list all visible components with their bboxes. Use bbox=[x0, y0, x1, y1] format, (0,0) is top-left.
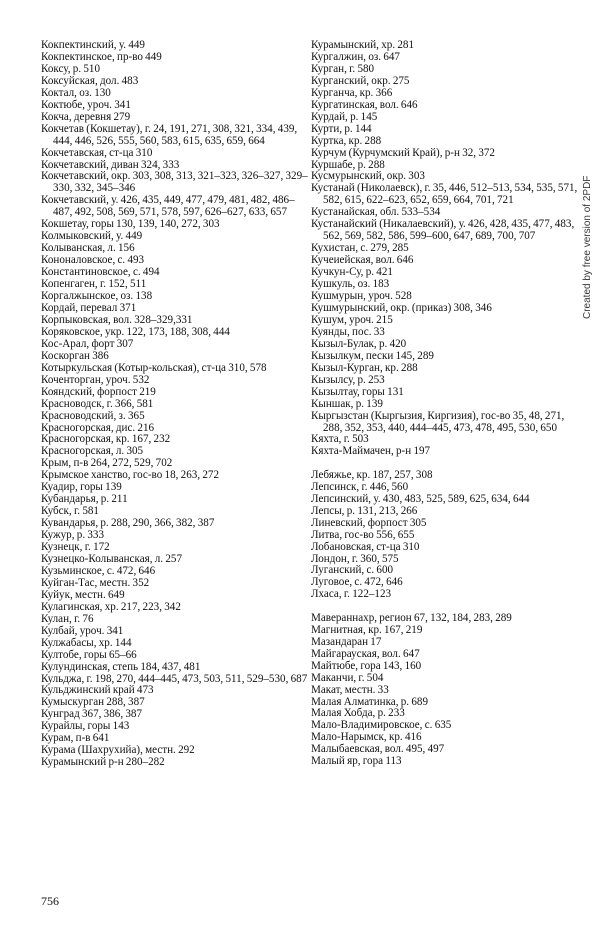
index-entry: Литва, гос-во 556, 655 bbox=[311, 528, 415, 541]
index-entry: Кордай, перевал 371 bbox=[41, 301, 137, 314]
index-entry: Колмыковский, у. 449 bbox=[41, 230, 143, 243]
index-entry: Кувандарья, р. 288, 290, 366, 382, 387 bbox=[41, 517, 215, 530]
index-entry: Кос-Арал, форт 307 bbox=[41, 337, 134, 350]
index-entry: Крымское ханство, гос-во 18, 263, 272 bbox=[41, 469, 220, 482]
index-entry: Коченторган, уроч. 532 bbox=[41, 373, 150, 386]
index-entry: Кулан, г. 76 bbox=[41, 612, 94, 625]
index-entry: Лебяжье, кр. 187, 257, 308 bbox=[311, 468, 433, 481]
index-entry: Маканчи, г. 504 bbox=[311, 671, 384, 684]
index-entry: Кубск, г. 581 bbox=[41, 505, 99, 518]
index-entry: Куртка, кр. 288 bbox=[311, 134, 382, 147]
index-entry: Куршабе, р. 288 bbox=[311, 158, 385, 171]
index-entry: Кушум, уроч. 215 bbox=[311, 313, 393, 326]
index-entry: Кунград 367, 386, 387 bbox=[41, 708, 143, 721]
index-entry: Коскорган 386 bbox=[41, 349, 109, 362]
index-entry: Красногорская, л. 305 bbox=[41, 445, 144, 458]
index-entry: Лхаса, г. 122–123 bbox=[311, 588, 392, 601]
index-entry: Кокпектинский, у. 449 bbox=[41, 39, 145, 51]
index-entry: Кучкун-Су, р. 421 bbox=[311, 266, 393, 279]
index-entry: Коряковское, укр. 122, 173, 188, 308, 444 bbox=[41, 325, 230, 338]
index-entry: Култобе, горы 65–66 bbox=[41, 648, 137, 661]
index-entry: Мало-Владимировское, с. 635 bbox=[311, 719, 452, 732]
index-entry: Кулундинская, степь 184, 437, 481 bbox=[41, 660, 201, 673]
index-entry: Макат, местн. 33 bbox=[311, 683, 389, 696]
index-entry: Кокчетавский, окр. 303, 308, 313, 321–323, 326–327, 329–330, 332, 345–346 bbox=[41, 170, 308, 195]
index-entry: Курчум (Курчумский Край), р-н 32, 372 bbox=[311, 146, 495, 159]
index-entry: Малый яр, гора 113 bbox=[311, 755, 402, 768]
index-entry: Майгарауская, вол. 647 bbox=[311, 647, 420, 660]
index-entry: Корпыковская, вол. 328–329,331 bbox=[41, 313, 193, 326]
index-entry: Курам, п-в 641 bbox=[41, 732, 110, 745]
index-entry: Кокчетавский, диван 324, 333 bbox=[41, 158, 180, 171]
index-entry: Колыванская, л. 156 bbox=[41, 242, 135, 255]
index-entry: Красногорская, дис. 216 bbox=[41, 421, 155, 434]
index-entry: Курамынский р-н 280–282 bbox=[41, 756, 165, 769]
index-entry: Линевский, форпост 305 bbox=[311, 516, 427, 529]
index-entry: Кокпектинское, пр-во 449 bbox=[41, 50, 162, 63]
index-entry: Красноводский, з. 365 bbox=[41, 409, 145, 422]
index-entry: Лондон, г. 360, 575 bbox=[311, 552, 399, 565]
index-entry: Кульджинский край 473 bbox=[41, 684, 154, 697]
index-entry: Лепсинский, у. 430, 483, 525, 589, 625, 634, 644 bbox=[311, 492, 530, 505]
index-entry: Курайлы, горы 143 bbox=[41, 720, 130, 733]
index-entry: Красноводск, г. 366, 581 bbox=[41, 397, 154, 410]
index-entry: Кыншак, р. 139 bbox=[311, 397, 383, 410]
index-entry: Кушмурынский, окр. (приказ) 308, 346 bbox=[311, 301, 492, 314]
index-entry: Луганский, с. 600 bbox=[311, 564, 394, 577]
index-entry: Кыргызстан (Кыргызия, Киргизия), гос-во 35, 48, 271, 288, 352, 353, 440, 444–445, 473, 478, 495, 530, 650 bbox=[311, 409, 565, 434]
index-entry: Кулагинская, хр. 217, 223, 342 bbox=[41, 600, 181, 613]
index-entry: Коксуйская, дол. 483 bbox=[41, 74, 139, 87]
index-entry: Кустанайская, обл. 533–534 bbox=[311, 206, 441, 219]
index-entry: Кусмурынский, окр. 303 bbox=[311, 170, 425, 183]
index-entry: Курти, р. 144 bbox=[311, 122, 372, 135]
index-entry: Куянды, пос. 33 bbox=[311, 325, 385, 338]
index-entry: Мазандаран 17 bbox=[311, 635, 382, 648]
watermark: Created by free version of 2PDF bbox=[582, 175, 593, 320]
index-entry: Кокшетау, горы 130, 139, 140, 272, 303 bbox=[41, 218, 220, 231]
index-entry: Кызыл-Курган, кр. 288 bbox=[311, 361, 418, 374]
index-entry: Кулбай, уроч. 341 bbox=[41, 624, 124, 637]
index-entry: Кульджа, г. 198, 270, 444–445, 473, 503, 511, 529–530, 687 bbox=[41, 672, 308, 685]
index-column-left bbox=[41, 40, 309, 769]
index-entry: Коктал, оз. 130 bbox=[41, 86, 111, 99]
index-entry: Кургалжин, оз. 647 bbox=[311, 50, 400, 63]
index-entry: Коксу, р. 510 bbox=[41, 62, 101, 75]
index-entry: Курама (Шахрухийа), местн. 292 bbox=[41, 744, 195, 757]
index-entry: Кузнецк, г. 172 bbox=[41, 541, 110, 554]
index-entry: Коргалжынское, оз. 138 bbox=[41, 290, 153, 303]
index-entry: Куадир, горы 139 bbox=[41, 481, 122, 494]
index-entry: Кучеиейская, вол. 646 bbox=[311, 254, 414, 267]
index-entry: Курамынский, хр. 281 bbox=[311, 39, 415, 51]
index-entry: Константиновское, с. 494 bbox=[41, 266, 160, 279]
index-column-right bbox=[311, 40, 579, 768]
index-entry: Куйук, местн. 649 bbox=[41, 588, 125, 601]
index-entry: Лепсинск, г. 446, 560 bbox=[311, 480, 409, 493]
index-entry: Майтюбе, гора 143, 160 bbox=[311, 659, 422, 672]
index-entry: Кононаловское, с. 493 bbox=[41, 254, 145, 267]
index-entry: Магнитная, кр. 167, 219 bbox=[311, 623, 423, 636]
index-entry: Красногорская, кр. 167, 232 bbox=[41, 433, 171, 446]
index-entry: Коктюбе, уроч. 341 bbox=[41, 98, 131, 111]
page-number: 756 bbox=[41, 894, 59, 908]
index-entry: Кызылкум, пески 145, 289 bbox=[311, 349, 434, 362]
index-entry: Кызыл-Булак, р. 420 bbox=[311, 337, 407, 350]
index-entry: Котыркульская (Котыр-кольская), ст-ца 310, 578 bbox=[41, 361, 267, 374]
index-entry: Кургатинская, вол. 646 bbox=[311, 98, 418, 111]
index-entry: Крым, п-в 264, 272, 529, 702 bbox=[41, 457, 173, 470]
index-entry: Лобановская, ст-ца 310 bbox=[311, 540, 420, 553]
index-entry: Кызылсу, р. 253 bbox=[311, 373, 385, 386]
index-entry: Луговое, с. 472, 646 bbox=[311, 576, 403, 589]
index-entry: Кустанайский (Никалаевский), у. 426, 428, 435, 477, 483, 562, 569, 582, 586, 599–600, 647, 689, 700, 707 bbox=[311, 218, 575, 243]
index-entry: Лепсы, р. 131, 213, 266 bbox=[311, 504, 418, 517]
index-entry: Кокчетав (Кокшетау), г. 24, 191, 271, 308, 321, 334, 439, 444, 446, 526, 555, 560, 583, 615, 635, 659, 664 bbox=[41, 122, 298, 147]
index-entry: Кяхта, г. 503 bbox=[311, 433, 369, 446]
index-entry: Малая Алматинка, р. 689 bbox=[311, 695, 428, 708]
index-entry: Мало-Нарымск, кр. 416 bbox=[311, 731, 422, 744]
index-entry: Курган, г. 580 bbox=[311, 62, 375, 75]
index-entry: Курганча, кр. 366 bbox=[311, 86, 393, 99]
index-entry: Малая Хобда, р. 233 bbox=[311, 707, 405, 720]
index-entry: Кузнецко-Колыванская, л. 257 bbox=[41, 552, 182, 565]
index-entry: Мавераннахр, регион 67, 132, 184, 283, 289 bbox=[311, 611, 512, 624]
index-entry: Кустанай (Николаевск), г. 35, 446, 512–513, 534, 535, 571, 582, 615, 622–623, 652, 659, 664, 701, 721 bbox=[311, 182, 578, 207]
index-entry: Копенгаген, г. 152, 511 bbox=[41, 278, 147, 291]
index-entry: Кужур, р. 333 bbox=[41, 529, 105, 542]
index-entry: Кушкуль, оз. 183 bbox=[311, 278, 390, 291]
index-entry: Кояндский, форпост 219 bbox=[41, 385, 156, 398]
index-entry: Кокчетавская, ст-ца 310 bbox=[41, 146, 153, 159]
index-entry: Кухистан, с. 279, 285 bbox=[311, 242, 409, 255]
index-entry: Кумыскурган 288, 387 bbox=[41, 696, 145, 709]
index-entry: Малыбаевская, вол. 495, 497 bbox=[311, 743, 445, 756]
index-entry: Кубандарья, р. 211 bbox=[41, 493, 128, 506]
index-entry: Кызылтау, горы 131 bbox=[311, 385, 404, 398]
index-entry: Куйган-Тас, местн. 352 bbox=[41, 576, 150, 589]
index-entry: Кокча, деревня 279 bbox=[41, 110, 131, 123]
index-entry: Курдай, р. 145 bbox=[311, 110, 378, 123]
index-entry: Кокчетавский, у. 426, 435, 449, 477, 479, 481, 482, 486–487, 492, 508, 569, 571, 578, 597, 626–627, 633, 657 bbox=[41, 194, 295, 219]
index-entry: Курганский, окр. 275 bbox=[311, 74, 410, 87]
index-entry: Кузьминское, с. 472, 646 bbox=[41, 564, 156, 577]
index-entry: Кяхта-Маймачен, р-н 197 bbox=[311, 445, 431, 458]
index-entry: Кулжабасы, хр. 144 bbox=[41, 636, 132, 649]
index-entry: Кушмурын, уроч. 528 bbox=[311, 290, 412, 303]
